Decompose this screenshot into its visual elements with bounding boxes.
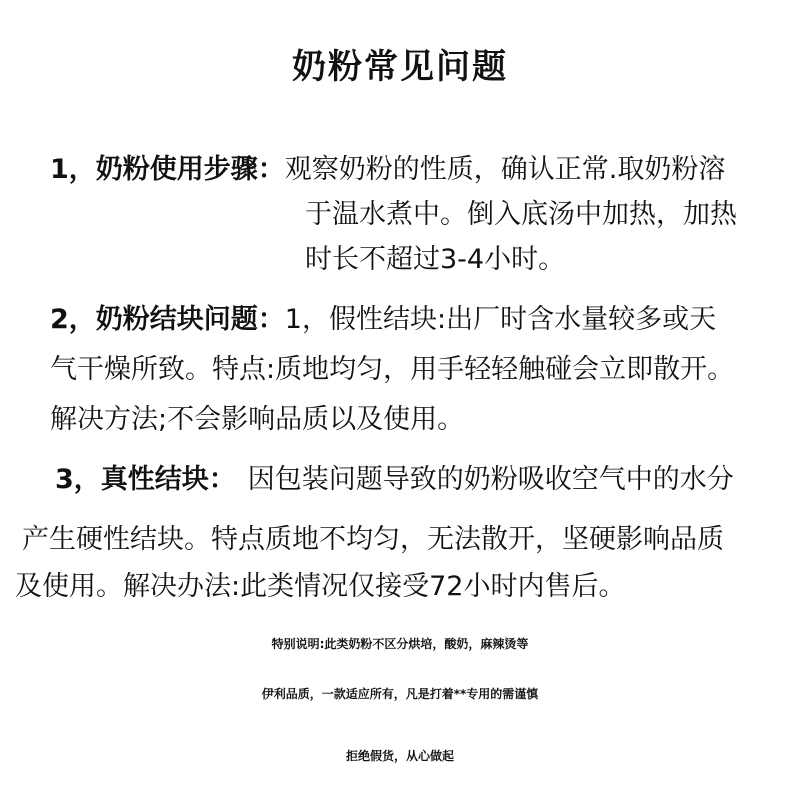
section-2-line-1: [50, 306, 716, 333]
section-1-text-2: 于温水煮中。倒入底汤中加热，加热: [305, 199, 737, 230]
section-3-text-2: 产生硬性结块。特点质地不均匀，无法散开，坚硬影响品质: [22, 524, 724, 555]
section-2-text-1: 1，假性结块:出厂时含水量较多或天: [284, 304, 717, 335]
notice-line-2: 伊利品质，一款适应所有，凡是打着**专用的需谨慎: [261, 687, 539, 701]
section-1-line-1: [50, 156, 725, 183]
section-1-label: 1，奶粉使用步骤：: [50, 154, 285, 185]
section-2-text-3: 解决方法;不会影响品质以及使用。: [50, 404, 465, 435]
section-3-text-3: 及使用。解决办法:此类情况仅接受72小时内售后。: [15, 571, 626, 602]
section-3-text-1: 因包装问题导致的奶粉吸收空气中的水分: [247, 464, 734, 495]
section-2-text-2: 气干燥所致。特点:质地均匀，用手轻轻触碰会立即散开。: [50, 354, 735, 385]
page-title: 奶粉常见问题: [292, 47, 508, 87]
section-2-label: 2，奶粉结块问题：: [50, 304, 285, 335]
section-1-text-1: 观察奶粉的性质，确认正常.取奶粉溶: [284, 154, 726, 185]
notice-line-3: 拒绝假货，从心做起: [345, 749, 454, 763]
section-3-label: 3，真性结块：: [55, 464, 236, 495]
section-1-text-3: 时长不超过3-4小时。: [305, 244, 566, 275]
section-3-line-1: [55, 466, 734, 493]
notice-line-1: 特别说明:此类奶粉不区分烘培，酸奶，麻辣烫等: [271, 637, 529, 651]
